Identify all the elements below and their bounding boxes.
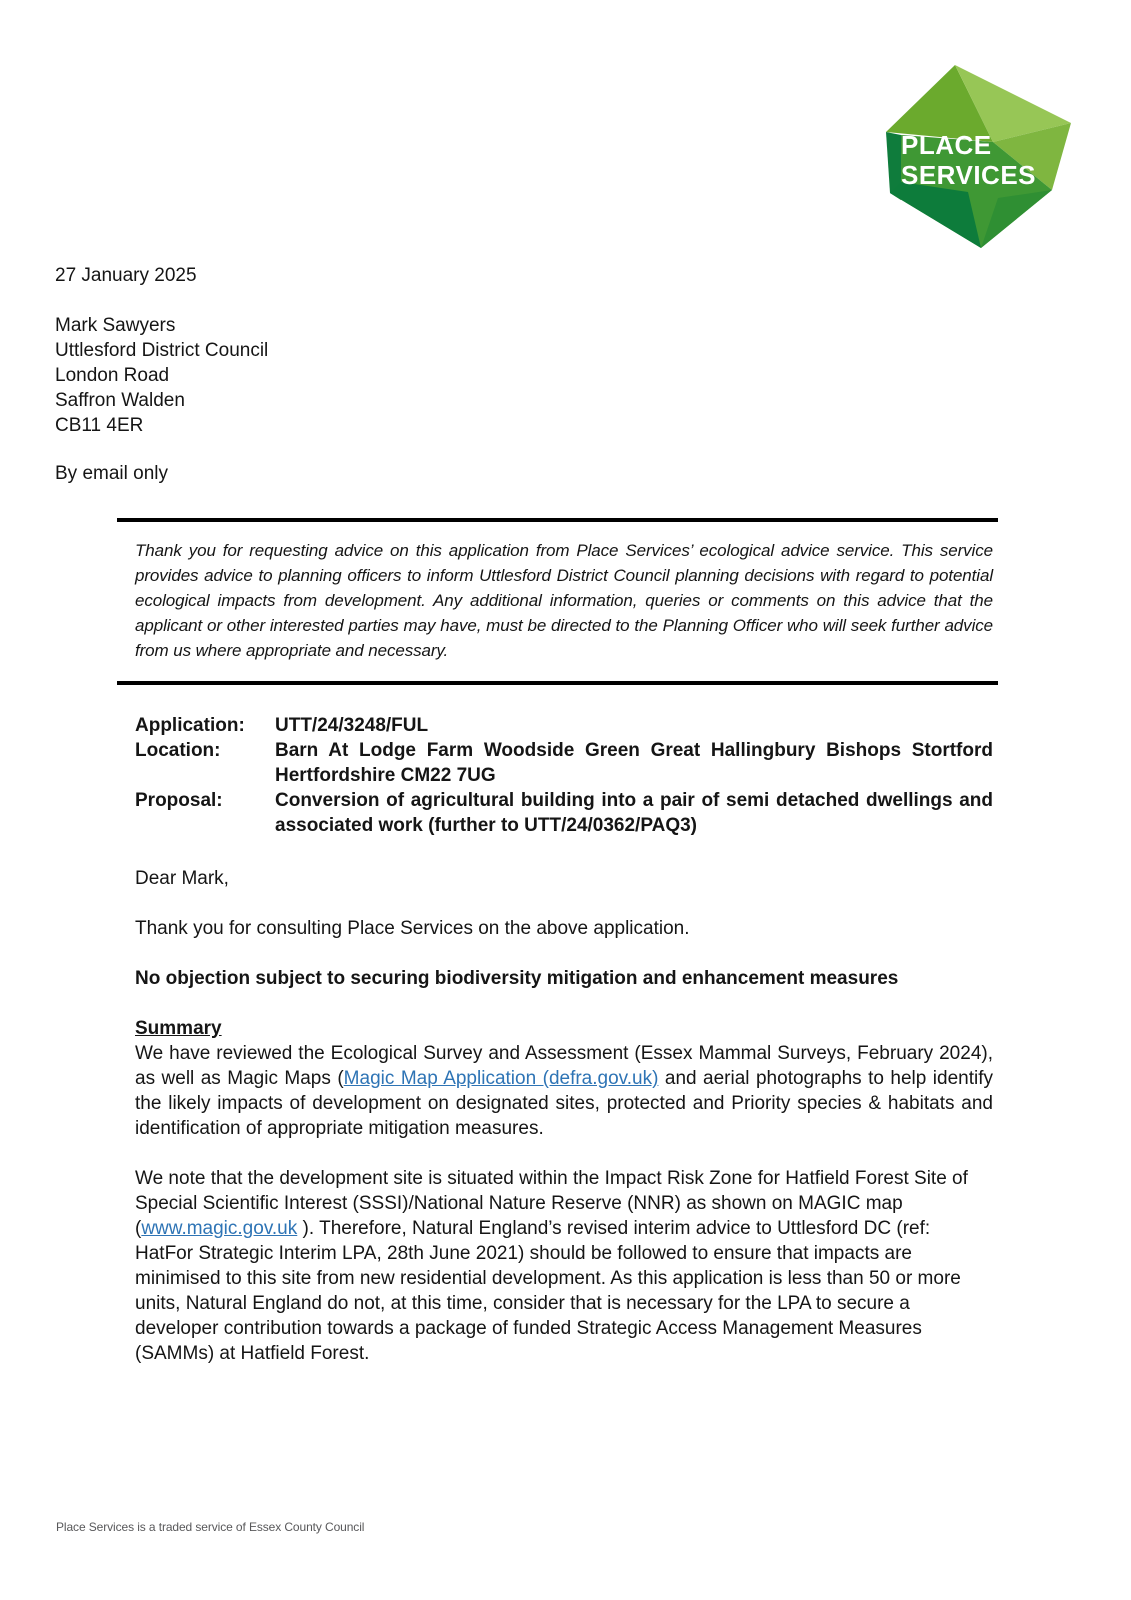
recommendation-heading: No objection subject to securing biodiversity mitigation and enhancement measures	[135, 968, 899, 989]
delivery-method: By email only	[55, 463, 168, 484]
recipient-street: London Road	[55, 365, 170, 386]
application-label: Application:	[135, 715, 245, 736]
magic-gov-uk-link[interactable]: www.magic.gov.uk	[141, 1218, 298, 1239]
application-value: UTT/24/3248/FUL	[275, 715, 429, 736]
proposal-label: Proposal:	[135, 790, 223, 811]
letter-date: 27 January 2025	[55, 265, 197, 286]
advice-notice-block	[117, 518, 998, 685]
note-text-after-link: ). Therefore, Natural England’s revised interim advice to Uttlesford DC (ref: HatFor Strategic Interim LPA, 28th June 2021) should be followed to ensure that impacts are minimised to this site from new residential development. As this application is less than 50 or more units, Natural England do not, at this time, consider that is necessary for the LPA to secure a developer contribution towards a package of funded Strategic Access Management Measures (SAMMs) at Hatfield Forest.	[135, 1218, 961, 1364]
recipient-postcode: CB11 4ER	[55, 415, 144, 436]
location-value: Barn At Lodge Farm Woodside Green Great Hallingbury Bishops Stortford Hertfordshire CM22 7UG	[275, 740, 993, 786]
summary-text-before-link: We have reviewed the Ecological Survey and Assessment (Essex Mammal Surveys, February 2024), as well as Magic Maps (	[135, 1043, 993, 1089]
location-label: Location:	[135, 740, 221, 761]
proposal-value: Conversion of agricultural building into a pair of semi detached dwellings and associated work (further to UTT/24/0362/PAQ3)	[275, 790, 993, 836]
recipient-organisation: Uttlesford District Council	[55, 340, 269, 361]
logo-text-services: SERVICES	[901, 160, 1037, 190]
impact-risk-zone-paragraph	[135, 1166, 993, 1366]
application-details	[135, 713, 993, 838]
magic-map-application-link[interactable]: Magic Map Application (defra.gov.uk)	[343, 1068, 659, 1089]
footer-note: Place Services is a traded service of Essex County Council	[56, 1520, 365, 1534]
summary-paragraph	[135, 1041, 993, 1141]
recipient-town: Saffron Walden	[55, 390, 185, 411]
recipient-address	[55, 313, 268, 438]
opening-line: Thank you for consulting Place Services on the above application.	[135, 918, 690, 939]
recipient-name: Mark Sawyers	[55, 315, 176, 336]
place-services-logo	[848, 30, 1090, 262]
salutation: Dear Mark,	[135, 868, 229, 889]
logo-text-place: PLACE	[901, 130, 992, 160]
summary-text-after-link: and aerial photographs to help identify the likely impacts of development on designated sites, protected and Priority species & habitats and identification of appropriate mitigation measures.	[135, 1068, 993, 1139]
note-text-before-link: We note that the development site is situated within the Impact Risk Zone for Hatfield Forest Site of Special Scientific Interest (SSSI)/National Nature Reserve (NNR) as shown on MAGIC map (	[135, 1168, 968, 1239]
letter-body	[0, 518, 1131, 1366]
advice-notice-text: Thank you for requesting advice on this application from Place Services’ ecological advice service. This service provides advice to planning officers to inform Uttlesford District Council planning decisions with regard to potential ecological impacts from development. Any additional information, queries or comments on this advice that the applicant or other interested parties may have, must be directed to the Planning Officer who will seek further advice from us where appropriate and necessary.	[135, 541, 993, 660]
summary-heading: Summary	[135, 1018, 222, 1039]
